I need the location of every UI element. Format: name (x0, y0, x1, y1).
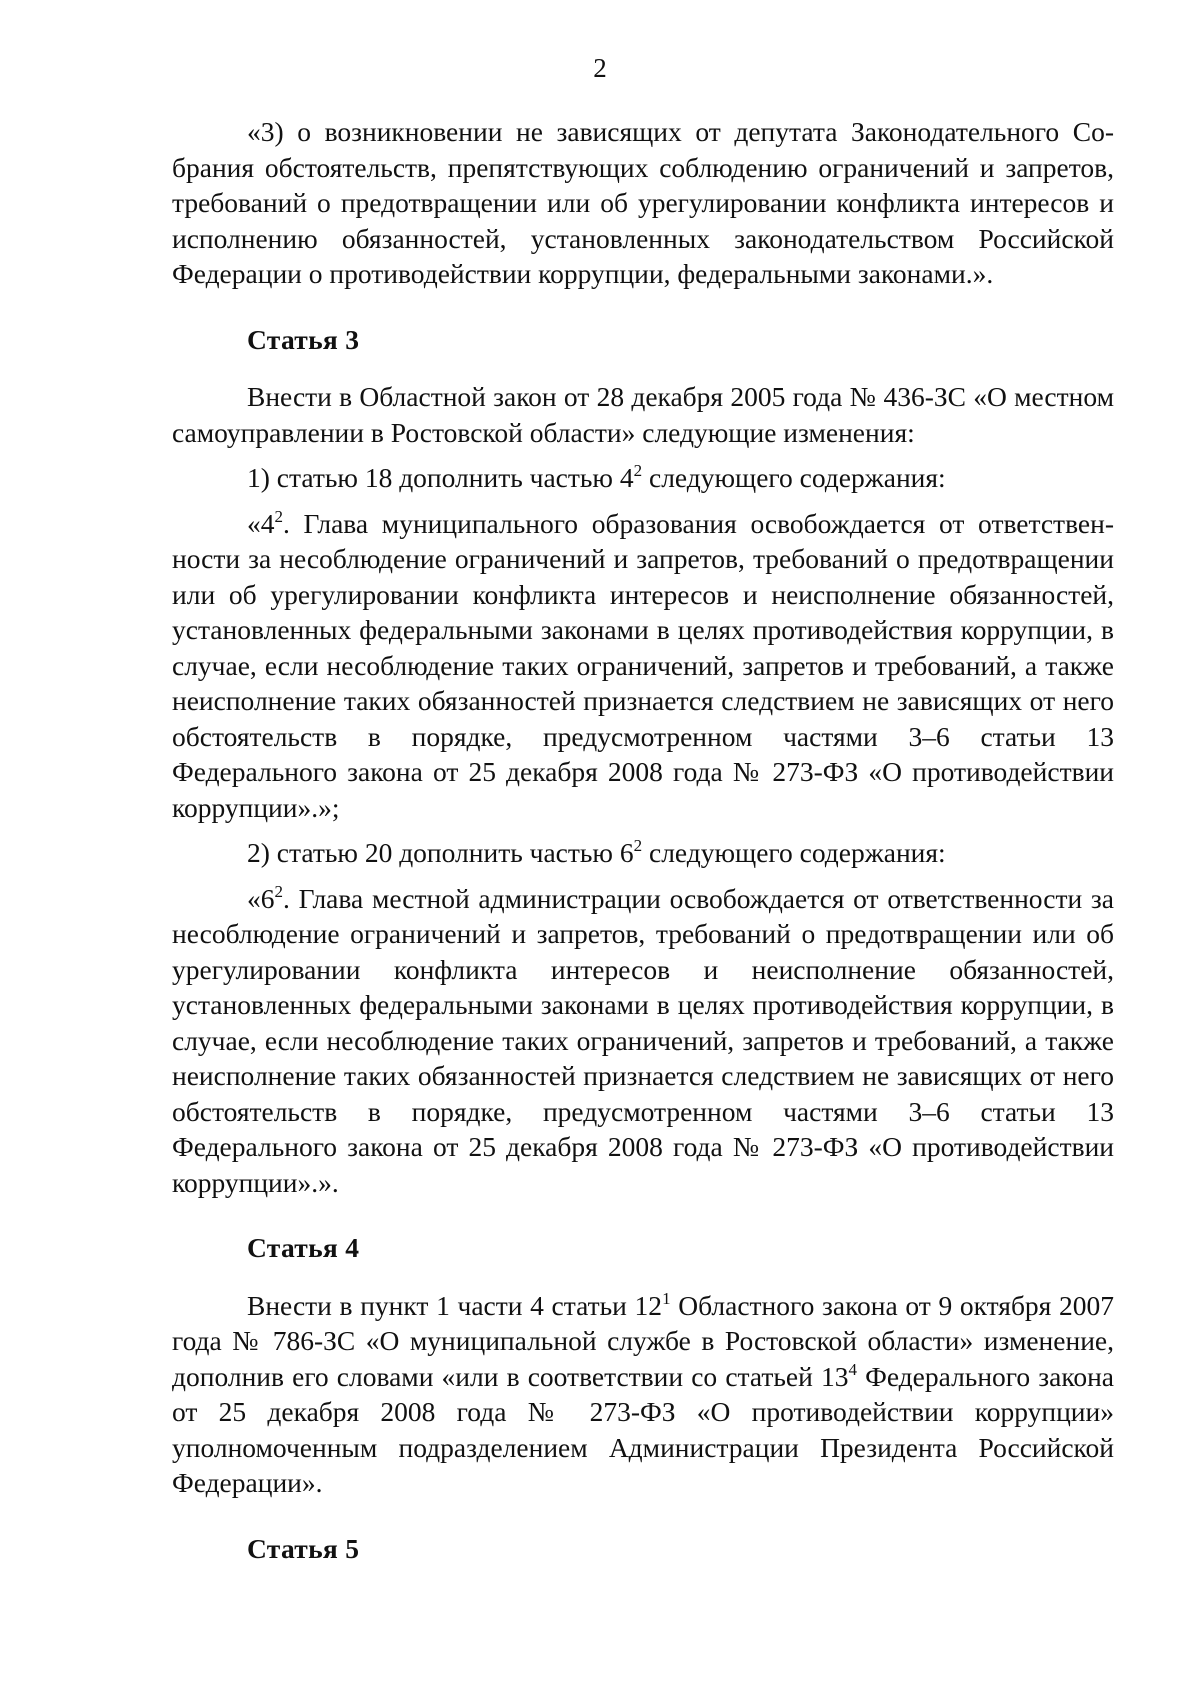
superscript: 1 (662, 1288, 671, 1308)
quote-2-start: «6 (247, 882, 275, 914)
article-3-item-1 (172, 460, 1114, 496)
document-body (172, 114, 1114, 1566)
article-5-heading: Статья 5 (247, 1532, 360, 1564)
article-3-heading: Статья 3 (247, 323, 360, 355)
article-4-text-start: Внести в пункт 1 части 4 статьи 12 (247, 1289, 663, 1321)
item-1-text: 1) статью 18 дополнить частью 4 (247, 462, 634, 493)
quote-1-body: . Глава муниципального образования освобождается от ответственности за несоблюдение ограничений и запретов, требований о предотвращении или об урегулировании конфликта интересов и неисполнение обязанностей, установленных федеральными законами в целях противодействия коррупции, в случае, если несоблюдение таких ограничений, запретов и требований, а также неисполнение таких обязанностей признается следствием не зависящих от него обстоятельств в порядке, предусмотренном частями 3–6 статьи 13 Федерального закона от 25 декабря 2008 года № 273-ФЗ «О противодействии коррупции».»; (172, 507, 1114, 823)
superscript: 2 (633, 461, 643, 480)
item-2-text-end: следующего содержания: (642, 837, 946, 868)
article-3-quote-1 (172, 506, 1114, 826)
item-2-text: 2) статью 20 дополнить частью 6 (247, 837, 634, 868)
article-4-heading: Статья 4 (247, 1232, 360, 1263)
article-4-text-mid: Областного закона от 9 октября 2007 года № 786-ЗС «О муниципальной службе в Ростовской области» изменение, дополнив его словами «или в соответствии со статьей 13 (172, 1289, 1114, 1392)
article-3-item-2 (172, 835, 1114, 871)
superscript: 2 (633, 836, 643, 855)
superscript: 2 (274, 506, 283, 526)
superscript: 4 (848, 1359, 857, 1379)
article-3-quote-2 (172, 881, 1114, 1201)
superscript: 2 (274, 881, 283, 901)
article-3-intro: Внести в Областной закон от 28 декабря 2005 года № 436-ЗС «О местном самоуправлении в Ростовской области» следующие изменения: (172, 381, 1114, 448)
quote-1-start: «4 (247, 507, 275, 539)
quote-2-body: . Глава местной администрации освобождается от ответственности за несоблюдение ограничений и запретов, требований о предотвращении или об урегулировании конфликта интересов и неисполнение обязанностей, установленных федеральными законами в целях противодействия коррупции, в случае, если несоблюдение таких ограничений, запретов и требований, а также неисполнение таких обязанностей признается следствием не зависящих от него обстоятельств в порядке, предусмотренном частями 3–6 статьи 13 Федерального закона от 25 декабря 2008 года № 273-ФЗ «О противодействии коррупции».». (172, 882, 1114, 1198)
article-4-text (172, 1288, 1114, 1501)
article-4-text-end: Федерального закона от 25 декабря 2008 года № 273-ФЗ «О противодействии коррупции» уполномоченным подразделением Администрации Президента Российской Федерации». (172, 1360, 1114, 1498)
page-number: 2 (593, 53, 607, 83)
item-1-text-end: следующего содержания: (642, 462, 946, 493)
paragraph-amendment-3: «3) о возникновении не зависящих от депутата Законодательного Собрания обстоятельств, препятствующих соблюдению ограничений и запретов, требований о предотвращении или об урегулировании конфликта интересов и исполнению обязанностей, установленных законодательством Российской Федерации о противодействии коррупции, федеральными законами.». (172, 116, 1114, 289)
